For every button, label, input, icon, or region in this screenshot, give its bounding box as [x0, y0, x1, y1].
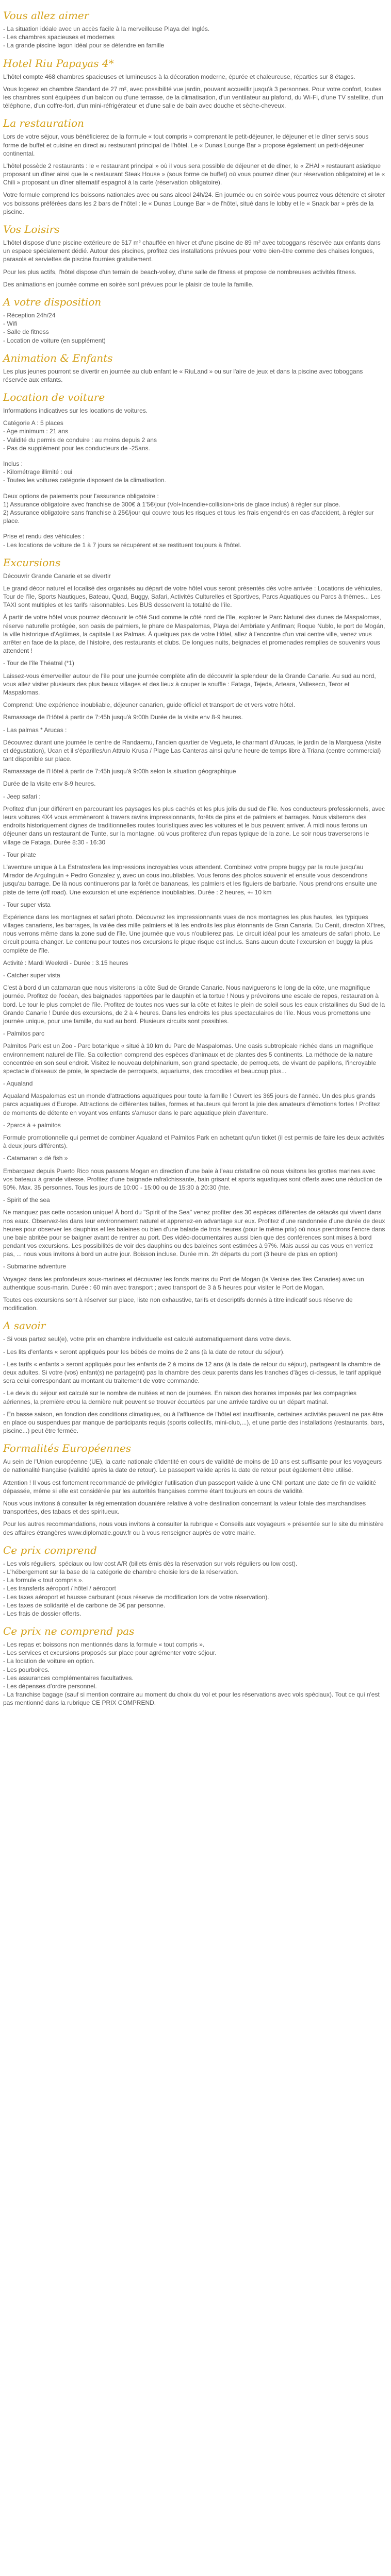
section-paragraph: - Si vous partez seul(e), votre prix en chambre individuelle est calculé automatiquement dans votre devis. [3, 1335, 291, 1343]
section-2 [3, 117, 386, 216]
list-item: - Kilométrage illimité : oui [3, 468, 73, 476]
section-paragraph: L'hôtel compte 468 chambres spacieuses et lumineuses à la décoration moderne, épurée et chaleureuse, réparties sur 8 étages. [3, 73, 355, 80]
section-paragraph: Expérience dans les montagnes et safari photo. Découvrez les impressionnants vues de nos montagnes les plus hautes, les typiques villages canariens, les barrages, la valée des mille palmiers et là les endroits les plus étonnants de Gran Canaria. Du Cenit, directon XI'tres, nous verrons même dans la zone sud de l'île. Une journée que vous n'oublierez pas. Le circuit idéal pour les amateurs de safari photo. Le circuit pourra changer. Le contenu pour toutes nos excursions le plque risque est inclus. Sans aucun doute l'excursion en buggy la plus complète de l'île. [3, 913, 386, 954]
section-10 [3, 1544, 386, 1618]
section-title: A savoir [3, 1319, 46, 1332]
section-paragraph: Pour les autres recommandations, nous vous invitons à consulter la rubrique « Conseils aux voyageurs » présentée sur le site du ministère des affaires étrangères www.diplomatie.gouv.fr ou à vous renseigner auprès de votre mairie. [3, 1520, 384, 1536]
section-paragraph: - Aqualand [3, 1080, 33, 1088]
section-title: Vous allez aimer [3, 9, 89, 22]
list-item: Inclus : [3, 460, 23, 467]
section-list [3, 25, 386, 50]
section-paragraph: L'aventure unique à La Estratosfera les impressions incroyables vous attendent. Combinez votre propre buggy par la route jusqu'au Mirador de Argulnguin + Pedro Gonzalez y, avec un cous inoubliables. Vous ferons des photos souvenir et ensuite vous descendrons jusqu'au barrage. De là nous continuerons par la forêt de bananeas, les palmiers et les figuiers de barbarie. Nous prendrons ensuite une piste de terre (off road). Une excursion et une expérience inoubliables. Durée : 2 heures, +- 10 km [3, 863, 377, 896]
list-item: - Location de voiture (en supplément) [3, 336, 106, 344]
section-paragraph: Palmitos Park est un Zoo - Parc botanique « situé à 10 km du Parc de Maspalomas. Une oasis subtropicale nichée dans un magnifique environnement naturel de l'île. Sa collection comprend des espèces d'animaux et de plantes des 5 continents. La méthode de la nature concentrée en son seul endroit. Visitez le nouveau delphinarium, son grand spectacle, de perroquets, de vivant de papillons, l'incroyable spectacle d'oiseaux de proie, le spectacle de perroquets, aquariums, des crocodiles et beaucoup plus... [3, 1042, 377, 1075]
section-paragraph: Formule promotionnelle qui permet de combiner Aqualand et Palmitos Park en achetant qu'un ticket (il est permis de faire les deux activités à deux jours différents). [3, 1134, 384, 1150]
section-paragraph: - Tour super vista [3, 901, 51, 908]
section-paragraph: - Les tarifs « enfants » seront appliqués pour les enfants de 2 à moins de 12 ans (à la date de retour du séjour), partageant la chambre de deux adultes. Si votre (vos) enfant(s) ne partage(nt) pas la chambre des deux parents dans les tranches d'âges ci-dessus, le tarif appliqué sera celui correspondant au montant du traitement de votre commande. [3, 1360, 382, 1385]
section-paragraph: Votre formule comprend les boissons nationales avec ou sans alcool 24h/24. En journée ou en soirée vous pourrez vous détendre et siroter vos boissons préférées dans les 2 bars de l'hôtel : le « Dunas Lounge Bar » de l'hôtel, situé dans le lobby et le « Snack bar » près de la piscine. [3, 191, 385, 215]
list-item: - La formule « tout compris ». [3, 1577, 84, 1584]
list-item: - Les services et excursions proposés sur place pour agrémenter votre séjour. [3, 1649, 217, 1657]
section-paragraph: - Catcher super vista [3, 972, 60, 979]
list-item: - Toutes les voitures catégorie disposent de la climatisation. [3, 477, 166, 484]
list-item: - Les taxes aéroport et hausse carburant (sous réserve de modification lors de votre réservation). [3, 1593, 269, 1601]
section-list [3, 1560, 386, 1618]
section-paragraph: - Tour pirate [3, 851, 36, 858]
section-paragraph: - Tour de l'île Théatral (*1) [3, 659, 74, 667]
section-paragraph: - En basse saison, en fonction des conditions climatiques, ou à l'affluence de l'hôtel est insuffisante, certaines activités peuvent ne pas être en place ou suspendues par manque de participants requis (sports collectifs, mini-club,...), et une partie des installations (restaurants, bars, piscine...) peut être fermée. [3, 1410, 385, 1435]
section-paragraph: Ramassage de l'Hôtel à partir de 7:45h jusqu'à 9:00h selon la situation géographique [3, 768, 236, 775]
list-item: - Les repas et boissons non mentionnés dans la formule « tout compris ». [3, 1641, 205, 1649]
section-paragraph: - Catamaran « dé fish » [3, 1155, 68, 1162]
list-item: Catégorie A : 5 places [3, 419, 63, 427]
section-paragraph: Toutes ces excursions sont à réserver sur place, liste non exhaustive, tarifs et descriptifs donnés à titre indicatif sous réserve de modification. [3, 1296, 353, 1312]
list-item [3, 485, 386, 492]
list-item: Prise et rendu des véhicules : [3, 533, 85, 540]
section-paragraph: - Submarine adventure [3, 1263, 67, 1270]
list-item: Deux options de paiements pour l'assurance obligatoire : [3, 492, 159, 500]
list-item: - Les transferts aéroport / hôtel / aéroport [3, 1585, 116, 1592]
section-paragraph: Lors de votre séjour, vous bénéficierez de la formule « tout compris » comprenant le petit-déjeuner, le déjeuner et le dîner servis sous forme de buffet et cuisine en direct au restaurant principal de l'hôtel. Le « Dunas Lounge Bar » propose également un petit-déjeuner continental. [3, 133, 369, 157]
section-paragraph: Profitez d'un jour différent en parcourant les paysages les plus cachés et les plus jolis du sud de l'île. Nos conducteurs professionnels, avec leurs voitures 4X4 vous emmèneront à travers ravins impressionnants, forêts de pins et de palmiers et barrages. Nous visiterons des endroits historiquement dignes de traditionnelles routes touristiques avec les voitures et le bus peuvent arriver. À midi nous ferons un déjeuner dans un restaurant de Tunte, sur la montagne, où vous profiterez d'un repas typique de la zone. Le soir nous traverserons le village de Fataga. Durée 8:30 - 16:30 [3, 805, 385, 846]
section-paragraph: Informations indicatives sur les locations de voitures. [3, 407, 148, 415]
list-item: - Les taxes de solidarité et de carbone de 3€ par personne. [3, 1601, 166, 1609]
section-9 [3, 1442, 386, 1537]
list-item: 1) Assurance obligatoire avec franchise de 300€ à 1'5€/jour (Vol+Incendie+collision+bris de glace inclus) à régler sur place. [3, 500, 340, 508]
list-item: - Age minimum : 21 ans [3, 428, 69, 435]
section-paragraph: - Les lits d'enfants « seront appliqués pour les bébés de moins de 2 ans (à la date de retour du séjour). [3, 1348, 285, 1355]
section-paragraph: Comprend: Une expérience inoubliable, déjeuner canarien, guide officiel et transport de et vers votre hôtel. [3, 701, 296, 709]
list-item: - Validité du permis de conduire : au moins depuis 2 ans [3, 436, 157, 444]
section-paragraph: À partir de votre hôtel vous pourrez découvrir le côté Sud comme le côté nord de l'île, explorer le Parc Naturel des dunes de Maspalomas, réserve naturelle protégée, son oasis de palmiers, le phare de Maspalomas, Playa del Ambriate y Anfiman; Roque Nublo, le port de Mogán, la ville historique d'Agüimes, la capitale Las Palmas. À quelques pas de votre Hôtel, allez à l'encontre d'un vrai centre ville, venez vous arrêter en face de la place, de l'histoire, des restaurants et clubs. De longues nuits, beignades et promenades remplies de souvenirs vous attendent ! [3, 614, 385, 655]
section-title: Location de voiture [3, 391, 105, 404]
section-paragraph: Ramassage de l'Hôtel à partir de 7:45h jusqu'à 9:00h Durée de la visite env 8-9 heures. [3, 714, 243, 721]
section-7 [3, 556, 386, 1313]
list-item: - Réception 24h/24 [3, 311, 56, 319]
list-item: - Les assurances complémentaires facultatives. [3, 1674, 134, 1682]
section-title: La restauration [3, 117, 84, 130]
list-item: - Les locations de voiture de 1 à 7 jours se récupèrent et se restituent toujours à l'hôtel. [3, 541, 241, 549]
section-paragraph: L'hôtel possède 2 restaurants : le « restaurant principal » où il vous sera possible de déjeuner et de dîner, le « ZHAI » restaurant asiatique proposant un dîner ainsi que le « restaurant Steak House » (sous forme de buffet) où vous pourrez dîner (sur réservation obligatoire) et le « Chili » proposant un dîner alternatif espagnol à la carte (réservation obligatoire). [3, 162, 385, 187]
section-paragraph: - Las palmas * Arucas : [3, 726, 67, 734]
list-item: - La situation idéale avec un accès facile à la merveilleuse Playa del Inglés. [3, 25, 210, 32]
list-item: - L'hébergement sur la base de la catégorie de chambre choisie lors de la réservation. [3, 1568, 239, 1575]
section-title: Excursions [3, 556, 61, 569]
section-paragraph: Les plus jeunes pourront se divertir en journée au club enfant le « RiuLand » ou sur l'aire de jeux et dans la piscine avec toboggans réservée aux enfants. [3, 367, 363, 383]
section-paragraph: Embarquez depuis Puerto Rico nous passons Mogan en direction d'une baie à l'eau cristalline où nous visitons les grottes marines avec vos bateaux à grande vitesse. Profitez d'une baignade rafraîchissante, bain grisant et sports aquatiques sont offerts avec une réduction de 50%. Max. 35 personnes. Tous les jours de 10:00 - 15:00 ou de 15:30 à 20:30 (hte. [3, 1167, 382, 1191]
section-list [3, 311, 386, 345]
section-paragraph: - Le devis du séjour est calculé sur le nombre de nuitées et non de journées. En raison des horaires imposés par les compagnies aériennes, la première et/ou la dernière nuit peuvent se trouver écourtées par une arrivée tardive ou un départ matinal. [3, 1389, 357, 1405]
section-8 [3, 1319, 386, 1435]
section-4 [3, 296, 386, 345]
section-title: Ce prix comprend [3, 1544, 97, 1556]
list-item: - Pas de supplément pour les conducteurs de -25ans. [3, 444, 150, 452]
section-paragraph: Le grand décor naturel et localisé des organisés au départ de votre hôtel vous seront présentés dès votre arrivée : Locations de véhicules, Tour de l'île, Sports Nautiques, Bateau, Quad, Buggy, Safari, Activités Culturelles et Sportives, Parcs Aquatiques ou Parcs à thèmes... Les TAXI sont multiples et les tarifs raisonnables. Les BUS desservent la totalité de l'île. [3, 584, 382, 609]
section-title: Vos Loisirs [3, 223, 60, 235]
list-item [3, 452, 386, 460]
list-item: - Les chambres spacieuses et modernes [3, 33, 115, 41]
list-item: 2) Assurance obligatoire sans franchise à 25€/jour qui couvre tous les risques et tous les frais engendrés en cas d'accident, à régler sur place. [3, 509, 374, 525]
section-paragraph: Durée de la visite env 8-9 heures. [3, 780, 96, 788]
section-list [3, 1640, 386, 1707]
list-item: - Les pourboires. [3, 1666, 50, 1673]
list-item: - La location de voiture en option. [3, 1657, 95, 1665]
section-0 [3, 9, 386, 50]
section-11 [3, 1625, 386, 1707]
section-6 [3, 391, 386, 549]
section-paragraph: Au sein de l'Union européenne (UE), la carte nationale d'identité en cours de validité de moins de 10 ans est suffisante pour les voyageurs de nationalité française (validité après la date de retour). Le passeport valide après la date de retour peut également être utilisé. [3, 1458, 382, 1474]
section-paragraph: - Palmitos parc [3, 1030, 45, 1038]
section-paragraph: L'hôtel dispose d'une piscine extérieure de 517 m² chauffée en hiver et d'une piscine de 89 m² avec toboggans réservée aux enfants dans un espace spécialement dédié. Autour des piscines, profitez des installations prévues pour votre bien-être comme des chaises longues, parasols et serviettes de piscine fournies gratuitement. [3, 239, 381, 263]
section-paragraph: Attention ! Il vous est fortement recommandé de privilégier l'utilisation d'un passeport valide à une CNI portant une date de fin de validité dépassée, même si elle est considérée par les autorités françaises comme étant toujours en cours de validité. [3, 1479, 376, 1495]
section-paragraph: Activité : Mardi Weekrdi - Durée : 3.15 heures [3, 959, 128, 967]
list-item: - Salle de fitness [3, 328, 49, 336]
list-item: - La grande piscine lagon idéal pour se détendre en famille [3, 42, 165, 49]
section-paragraph: Ne manquez pas cette occasion unique! À bord du "Spirit of the Sea" venez profiter des 30 espèces différentes de cétacés qui vivent dans nos eaux. Observez-les dans leur environnement naturel et apprenez-en advantage sur eux. Profitez d'une randonnée d'une durée de deux heures pour observer les dauphins et les baleines ou bien d'une balade de trois heures (pour le même prix) où nous prendrons l'encre dans une baie abritée pour se baigner avant de rentrer au port. Des vidéo-documentaires aussi bien que des conférences sont mises à bord pendant vos excursions. Les possibilités de voir des dauphins ou des baleines sont estimées à 97%. Mais aussi au cas vous en verriez pas, ... nous vous invitons à bord un autre jour. Boisson incluse. Durée min. 2h départs du port (3 heure de plus en option) [3, 1209, 385, 1258]
section-paragraph: Pour les plus actifs, l'hôtel dispose d'un terrain de beach-volley, d'une salle de fitness et propose de nombreuses activités fitness. [3, 268, 357, 276]
section-paragraph: - 2parcs à + palmitos [3, 1121, 61, 1129]
section-paragraph: Des animations en journée comme en soirée sont prévues pour le plaisir de toute la famille. [3, 280, 254, 288]
list-item [3, 525, 386, 532]
section-title: Ce prix ne comprend pas [3, 1625, 135, 1638]
section-paragraph: - Jeep safari : [3, 792, 41, 800]
section-3 [3, 223, 386, 289]
section-paragraph: C'est à bord d'un catamaran que nous visiterons la côte Sud de Grande Canarie. Nous naviguerons le long de la côte, une magnifique journée. Profitez de l'océan, des baignades rapportées par le dauphin et la tortue ! Nous y prévoirons une escale de repos, restauration à bord. Le tour le plus complet de l'île. Profitez de toutes nos vues sur la côte et faites le plein de soleil sous les eaux cristallines du Sud de la Grande Canarie ! Durée des excursions, de 2 à 4 heures. Dans les endroits les plus spectaculaires de l'île. Nous vous promettons une journée unique, pour une famille, du sud au bord. Plusieurs circuits sont possibles. [3, 984, 385, 1025]
list-item: - Les frais de dossier offerts. [3, 1609, 82, 1617]
section-title: Hotel Riu Papayas 4* [3, 57, 114, 70]
section-paragraph: Vous logerez en chambre Standard de 27 m², avec possibilité vue jardin, pouvant accueillir jusqu'à 3 personnes. Pour votre confort, toutes les chambres sont équipées d'un balcon ou d'une terrasse, de la climatisation, d'un ventilateur au plafond, du Wi-Fi, d'une TV satellite, d'un téléphone, d'un coffre-fort, d'un mini-réfrigérateur et d'une salle de bain avec douche et sèche-cheveux. [3, 85, 383, 110]
list-item: - La franchise bagage (sauf si mention contraire au moment du choix du vol et pour les réservations avec vols spéciaux). Tout ce qui n'est pas mentionné dans la rubrique CE PRIX COMPREND. [3, 1691, 380, 1707]
section-1 [3, 57, 386, 110]
list-item: - Les vols réguliers, spéciaux ou low cost A/R (billets émis dès la réservation sur vols réguliers ou low cost). [3, 1560, 298, 1567]
section-paragraph: Laissez-vous émerveiller autour de l'île pour une journée complète afin de découvrir la splendeur de la Grande Canarie. Au sud au nord, vous allez visiter plusieurs des plus beaux villages et des lieux à couper le souffle : Fataga, Tejeda, Arteara, Valleseco, Teror et Maspalomas. [3, 672, 376, 696]
section-paragraph: Voyagez dans les profondeurs sous-marines et découvrez les fonds marins du Port de Mogan (la Venise des îles Canaries) avec un authentique sous-marin. Durée : 60 min avec transport ; avec transport de 3 à 5 heures pour visiter le Port de Mogan. [3, 1275, 364, 1291]
section-paragraph: Aqualand Maspalomas est un monde d'attractions aquatiques pour toute la famille ! Ouvert les 365 jours de l'année. Un des plus grands parcs aquatiques d'Europe. Attractions de différentes tailles, formes et hauteurs qui feront la joie des amateurs d'émotions fortes ! Profitez de moments de détente en voyant vos enfants s'amuser dans le parc aquatique plein d'aventure. [3, 1092, 380, 1116]
section-title: Animation & Enfants [3, 351, 113, 364]
section-paragraph: Découvrir Grande Canarie et se divertir [3, 572, 111, 580]
list-item: - Les dépenses d'ordre personnel. [3, 1683, 97, 1690]
section-paragraph: Nous vous invitons à consulter la réglementation douanière relative à votre destination concernant la valeur totale des marchandises transportées, des tabacs et des spiritueux. [3, 1500, 366, 1516]
section-title: Formalités Européennes [3, 1442, 131, 1455]
section-title: A votre disposition [3, 295, 102, 308]
list-item: - Wifi [3, 320, 18, 328]
section-paragraph: Découvrez durant une journée le centre de Randaemu, l'ancien quartier de Vegueta, le charmant d'Arucas, le jardin de la Marquesa (visite et dégustation), Ucan et il s'éparilles/un Attrulo Krusa / Plage Las Canteras ainsi qu'une heure de temps libre à Triana (centre commercial) tant disponible sur place. [3, 738, 382, 763]
section-paragraph: - Spirit of the sea [3, 1196, 50, 1204]
section-5 [3, 352, 386, 384]
section-list [3, 419, 386, 549]
